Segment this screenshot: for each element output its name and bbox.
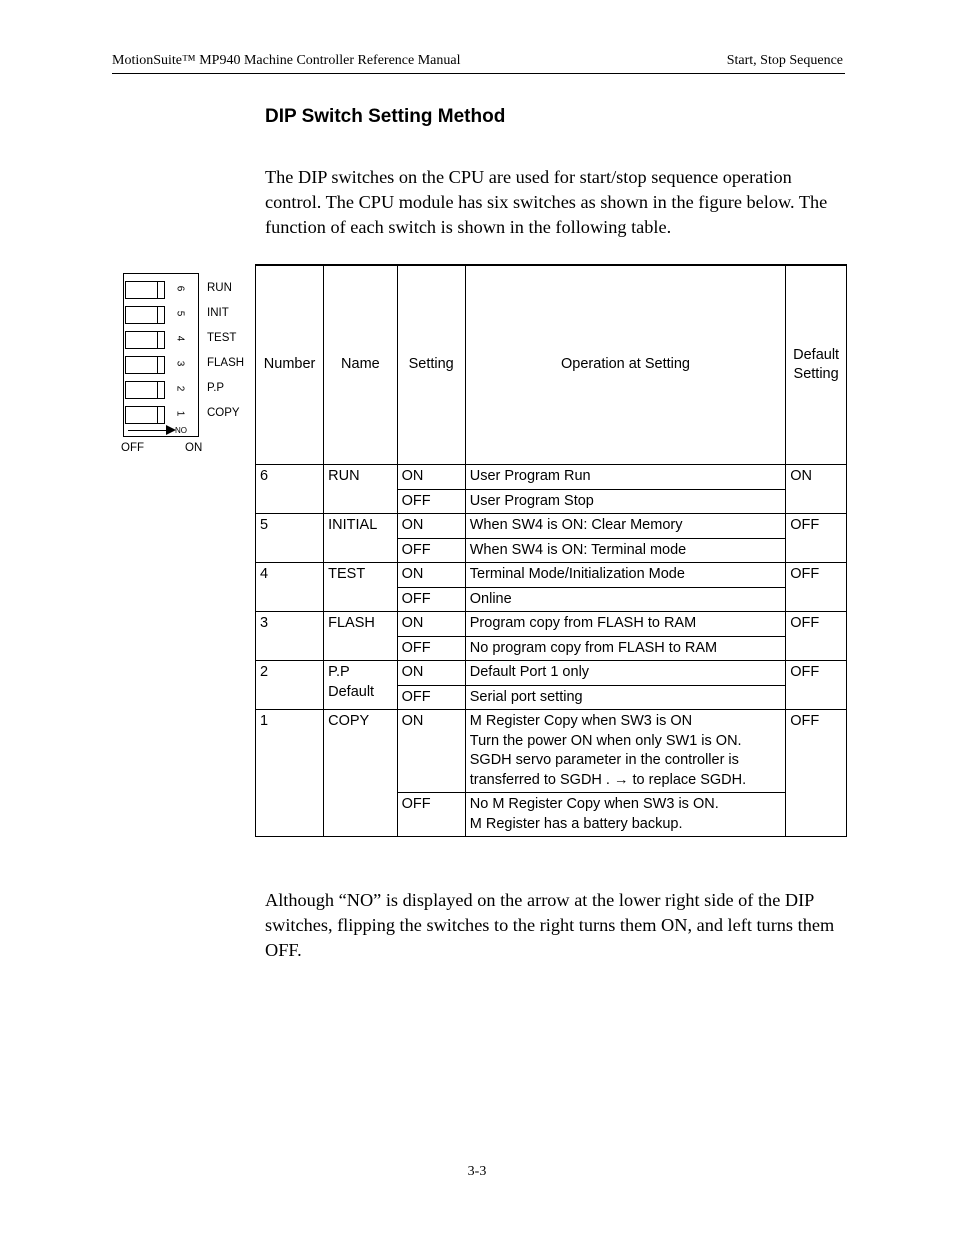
table-header-row: [256, 265, 847, 465]
operation-on-cell: User Program Run: [465, 465, 786, 490]
switch-label: RUN: [207, 282, 232, 294]
header-number: Number: [256, 265, 324, 465]
default-setting-cell: OFF: [786, 661, 847, 710]
dip-switch-4: [125, 331, 165, 349]
operation-off-cell: Online: [465, 587, 786, 612]
dip-switch-1: [125, 406, 165, 424]
operation-on-cell: Terminal Mode/Initialization Mode: [465, 563, 786, 588]
switch-label: FLASH: [207, 357, 245, 369]
operation-off-cell: No program copy from FLASH to RAM: [465, 636, 786, 661]
operation-off-cell: No M Register Copy when SW3 is ON. M Register has a battery backup.: [465, 793, 786, 837]
table-row: [256, 514, 847, 539]
switch-number-cell: 5: [256, 514, 324, 563]
dip-switch-diagram: [115, 270, 255, 460]
switch-label: TEST: [207, 332, 237, 344]
default-setting-cell: OFF: [786, 514, 847, 563]
switch-number: 4: [174, 335, 186, 342]
intro-paragraph: The DIP switches on the CPU are used for start/stop sequence operation control. The CPU module has six switches as shown in the figure below. The function of each switch is shown in the following table.: [265, 167, 828, 237]
page-header: [112, 52, 845, 74]
switch-label: INIT: [207, 307, 229, 319]
header-name: Name: [324, 265, 397, 465]
setting-off-cell: OFF: [397, 685, 465, 710]
switch-label: P.P: [207, 382, 225, 394]
table-row: [256, 465, 847, 490]
operation-on-cell: Program copy from FLASH to RAM: [465, 612, 786, 637]
setting-on-cell: ON: [397, 661, 465, 686]
operation-off-cell: User Program Stop: [465, 489, 786, 514]
switch-number: 3: [174, 360, 186, 367]
section-title: DIP Switch Setting Method: [265, 106, 506, 127]
operation-on-cell: M Register Copy when SW3 is ON Turn the power ON when only SW1 is ON. SGDH servo parameter in the controller is transferred to SGDH . → to replace SGDH.: [465, 710, 786, 793]
operation-on-cell: Default Port 1 only: [465, 661, 786, 686]
page-number: 3-3: [467, 1164, 487, 1179]
dip-switch-6: [125, 281, 165, 299]
closing-paragraph: Although “NO” is displayed on the arrow at the lower right side of the DIP switches, flipping the switches to the right turns them ON, and left turns them OFF.: [265, 890, 835, 960]
switch-name-cell: P.P Default: [324, 661, 397, 710]
dip-switch-5: [125, 306, 165, 324]
operation-off-cell: Serial port setting: [465, 685, 786, 710]
switch-lever: [157, 382, 162, 398]
header-operation: Operation at Setting: [465, 265, 786, 465]
setting-off-cell: OFF: [397, 793, 465, 837]
arrow-label: NO: [175, 426, 187, 435]
setting-off-cell: OFF: [397, 587, 465, 612]
dip-switch-2: [125, 381, 165, 399]
switch-number: 1: [174, 410, 186, 417]
switch-number: 2: [174, 385, 186, 392]
switch-label: COPY: [207, 407, 240, 419]
switch-number-cell: 3: [256, 612, 324, 661]
setting-on-cell: ON: [397, 710, 465, 793]
setting-on-cell: ON: [397, 514, 465, 539]
switch-number: 6: [174, 285, 186, 292]
arrow-line: [128, 430, 168, 431]
setting-off-cell: OFF: [397, 489, 465, 514]
switch-number-cell: 1: [256, 710, 324, 837]
switch-name-cell: RUN: [324, 465, 397, 514]
table-row: [256, 612, 847, 637]
setting-on-cell: ON: [397, 612, 465, 637]
switch-lever: [157, 282, 162, 298]
setting-off-cell: OFF: [397, 636, 465, 661]
switch-name-cell: COPY: [324, 710, 397, 837]
setting-on-cell: ON: [397, 465, 465, 490]
switch-number-cell: 2: [256, 661, 324, 710]
chapter-title: Start, Stop Sequence: [726, 53, 843, 68]
table-row: [256, 563, 847, 588]
setting-off-cell: OFF: [397, 538, 465, 563]
dip-switch-table: [255, 264, 847, 837]
header-setting: Setting: [397, 265, 465, 465]
switch-number-cell: 4: [256, 563, 324, 612]
dip-switch-3: [125, 356, 165, 374]
table-row: [256, 710, 847, 793]
table-row: [256, 661, 847, 686]
switch-lever: [157, 307, 162, 323]
switch-name-cell: FLASH: [324, 612, 397, 661]
on-label: ON: [185, 442, 203, 454]
switch-lever: [157, 332, 162, 348]
switch-name-cell: TEST: [324, 563, 397, 612]
setting-on-cell: ON: [397, 563, 465, 588]
switch-name-cell: INITIAL: [324, 514, 397, 563]
switch-lever: [157, 357, 162, 373]
manual-title: MotionSuite™ MP940 Machine Controller Reference Manual: [112, 53, 461, 68]
operation-off-cell: When SW4 is ON: Terminal mode: [465, 538, 786, 563]
header-default: Default Setting: [786, 265, 847, 465]
switch-number-cell: 6: [256, 465, 324, 514]
switch-lever: [157, 407, 162, 423]
off-label: OFF: [121, 442, 144, 454]
operation-on-cell: When SW4 is ON: Clear Memory: [465, 514, 786, 539]
default-setting-cell: ON: [786, 465, 847, 514]
default-setting-cell: OFF: [786, 612, 847, 661]
switch-number: 5: [174, 310, 186, 317]
default-setting-cell: OFF: [786, 710, 847, 837]
default-setting-cell: OFF: [786, 563, 847, 612]
